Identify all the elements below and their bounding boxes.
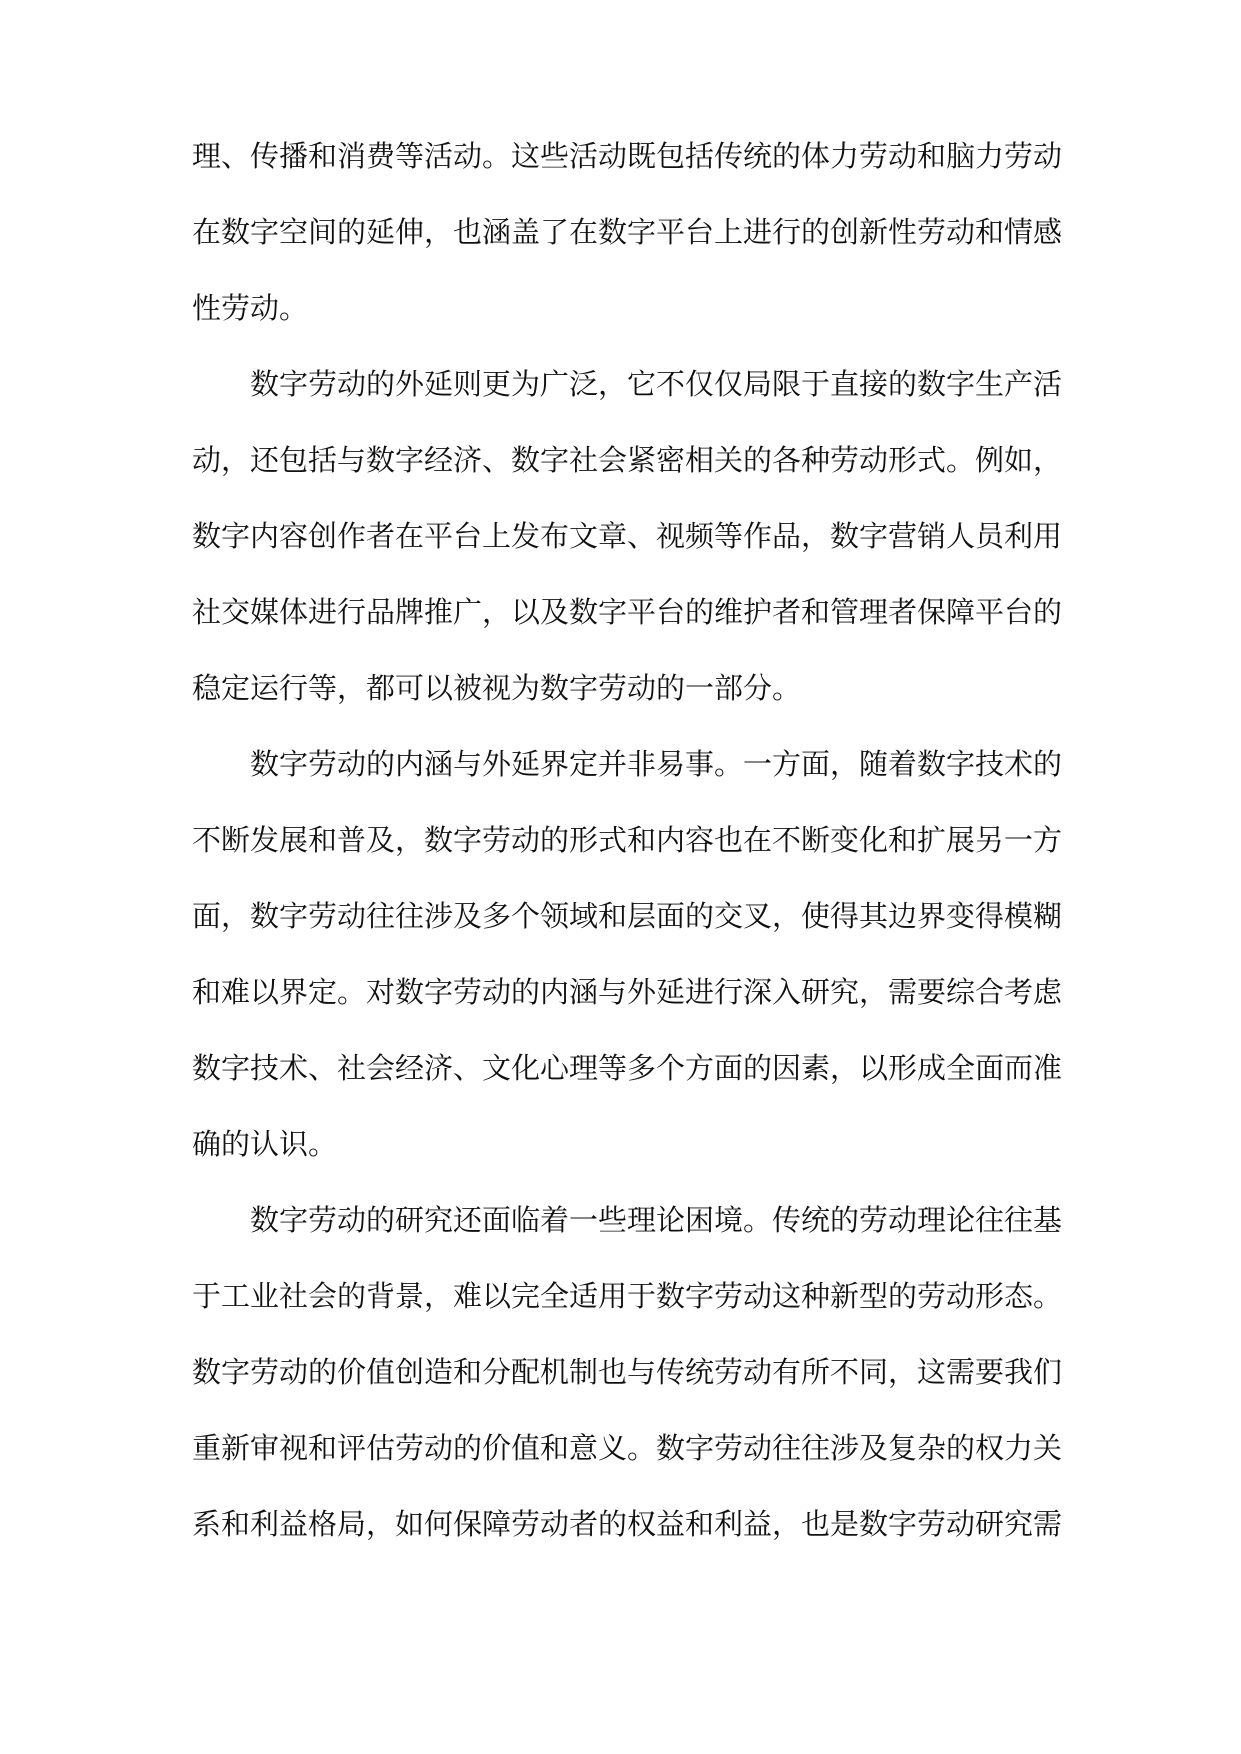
paragraph-1-line-3: 性劳动。 <box>192 291 309 325</box>
paragraph-2-line-3: 数字内容创作者在平台上发布文章、视频等作品，数字营销人员利用 <box>192 519 1063 553</box>
paragraph-4-line-1: 数字劳动的研究还面临着一些理论困境。传统的劳动理论往往基 <box>250 1203 1063 1237</box>
paragraph-2-line-5: 稳定运行等，都可以被视为数字劳动的一部分。 <box>192 671 802 705</box>
paragraph-3-line-6: 确的认识。 <box>192 1127 338 1161</box>
paragraph-2-line-2: 动，还包括与数字经济、数字社会紧密相关的各种劳动形式。例如， <box>192 443 1063 477</box>
paragraph-3-line-2: 不断发展和普及，数字劳动的形式和内容也在不断变化和扩展另一方 <box>192 823 1063 857</box>
paragraph-3-line-5: 数字技术、社会经济、文化心理等多个方面的因素，以形成全面而准 <box>192 1051 1063 1085</box>
paragraph-4-line-4: 重新审视和评估劳动的价值和意义。数字劳动往往涉及复杂的权力关 <box>192 1431 1063 1465</box>
paragraph-1-line-1: 理、传播和消费等活动。这些活动既包括传统的体力劳动和脑力劳动 <box>192 139 1063 173</box>
paragraph-3-line-3: 面，数字劳动往往涉及多个领域和层面的交叉，使得其边界变得模糊 <box>192 899 1063 933</box>
paragraph-3-line-4: 和难以界定。对数字劳动的内涵与外延进行深入研究，需要综合考虑 <box>192 975 1063 1009</box>
paragraph-4-line-3: 数字劳动的价值创造和分配机制也与传统劳动有所不同，这需要我们 <box>192 1355 1063 1389</box>
paragraph-4-line-5: 系和利益格局，如何保障劳动者的权益和利益，也是数字劳动研究需 <box>192 1507 1063 1541</box>
paragraph-1-line-2: 在数字空间的延伸，也涵盖了在数字平台上进行的创新性劳动和情感 <box>192 215 1063 249</box>
paragraph-3-line-1: 数字劳动的内涵与外延界定并非易事。一方面，随着数字技术的 <box>250 747 1063 781</box>
paragraph-4-line-2: 于工业社会的背景，难以完全适用于数字劳动这种新型的劳动形态。 <box>192 1279 1063 1313</box>
paragraph-2-line-1: 数字劳动的外延则更为广泛，它不仅仅局限于直接的数字生产活 <box>250 367 1063 401</box>
paragraph-2-line-4: 社交媒体进行品牌推广，以及数字平台的维护者和管理者保障平台的 <box>192 595 1063 629</box>
